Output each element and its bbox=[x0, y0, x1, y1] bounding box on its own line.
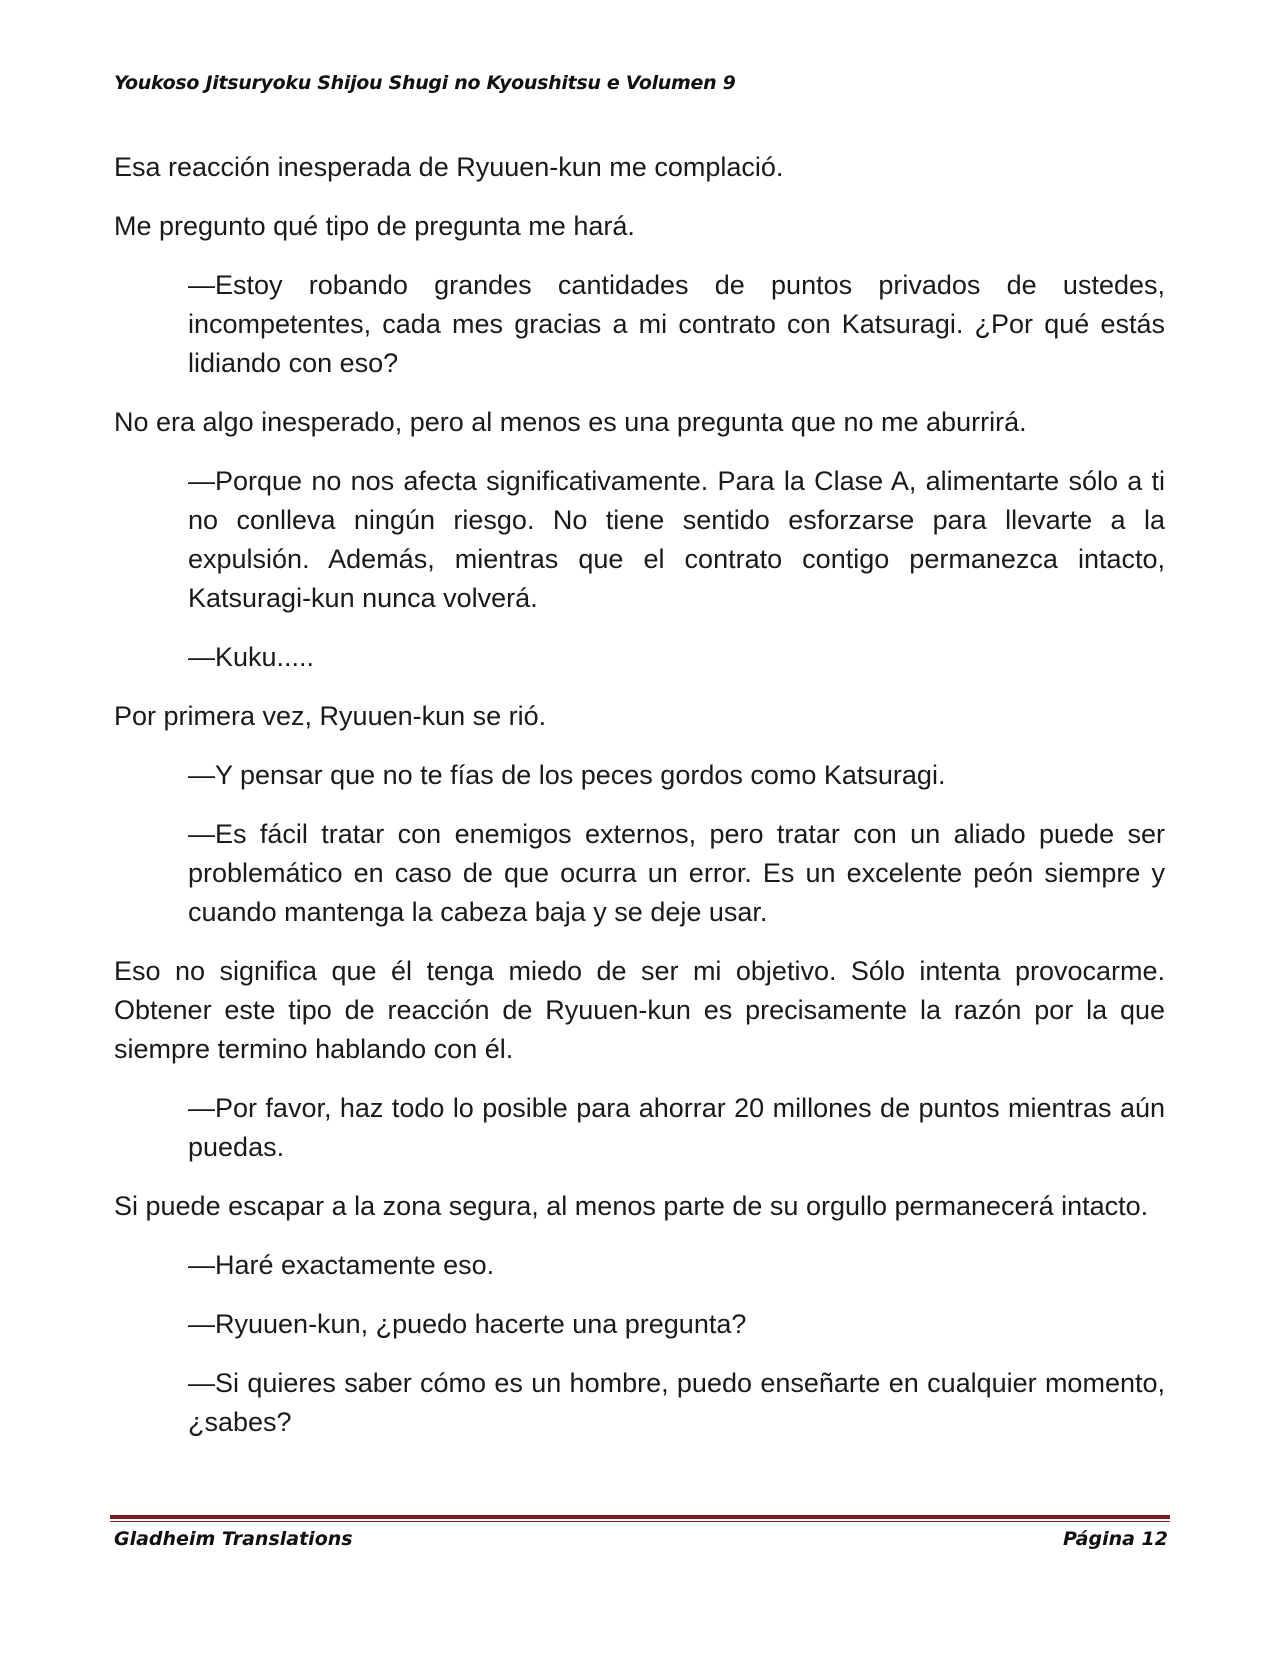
footer-divider bbox=[110, 1515, 1170, 1522]
paragraph-dialog: —Kuku..... bbox=[188, 642, 315, 672]
paragraph-dialog: —Si quieres saber cómo es un hombre, puedo enseñarte en cualquier momento, ¿sabes? bbox=[188, 1368, 1165, 1437]
body-text bbox=[114, 148, 1165, 1462]
paragraph-dialog: —Y pensar que no te fías de los peces gordos como Katsuragi. bbox=[188, 760, 946, 790]
paragraph-dialog: —Porque no nos afecta significativamente. Para la Clase A, alimentarte sólo a ti no conlleva ningún riesgo. No tiene sentido esforzarse para llevarte a la expulsión. Además, mientras que el contrato contigo permanezca intacto, Katsuragi-kun nunca volverá. bbox=[188, 466, 1165, 613]
paragraph-dialog: —Es fácil tratar con enemigos externos, pero tratar con un aliado puede ser problemático en caso de que ocurra un error. Es un excelente peón siempre y cuando mantenga la cabeza baja y se deje usar. bbox=[188, 819, 1165, 927]
page-number: Página 12 bbox=[1062, 1528, 1168, 1550]
paragraph-dialog: —Ryuuen-kun, ¿puedo hacerte una pregunta? bbox=[188, 1309, 747, 1339]
paragraph-narration: Si puede escapar a la zona segura, al menos parte de su orgullo permanecerá intacto. bbox=[114, 1191, 1149, 1221]
footer-publisher: Gladheim Translations bbox=[114, 1528, 353, 1550]
running-header: Youkoso Jitsuryoku Shijou Shugi no Kyoushitsu e Volumen 9 bbox=[114, 72, 736, 94]
footer-rule-thin bbox=[110, 1521, 1170, 1522]
paragraph-narration: Me pregunto qué tipo de pregunta me hará. bbox=[114, 211, 635, 241]
paragraph-narration: Por primera vez, Ryuuen-kun se rió. bbox=[114, 701, 547, 731]
footer-rule-thick bbox=[110, 1515, 1170, 1519]
paragraph-dialog: —Haré exactamente eso. bbox=[188, 1250, 495, 1280]
paragraph-dialog: —Estoy robando grandes cantidades de puntos privados de ustedes, incompetentes, cada mes gracias a mi contrato con Katsuragi. ¿Por qué estás lidiando con eso? bbox=[188, 270, 1165, 378]
paragraph-dialog: —Por favor, haz todo lo posible para ahorrar 20 millones de puntos mientras aún puedas. bbox=[188, 1093, 1165, 1162]
paragraph-narration: Esa reacción inesperada de Ryuuen-kun me complació. bbox=[114, 152, 784, 182]
paragraph-narration: No era algo inesperado, pero al menos es una pregunta que no me aburrirá. bbox=[114, 407, 1027, 437]
paragraph-narration: Eso no significa que él tenga miedo de ser mi objetivo. Sólo intenta provocarme. Obtener este tipo de reacción de Ryuuen-kun es precisamente la razón por la que siempre termino hablando con él. bbox=[114, 956, 1165, 1064]
